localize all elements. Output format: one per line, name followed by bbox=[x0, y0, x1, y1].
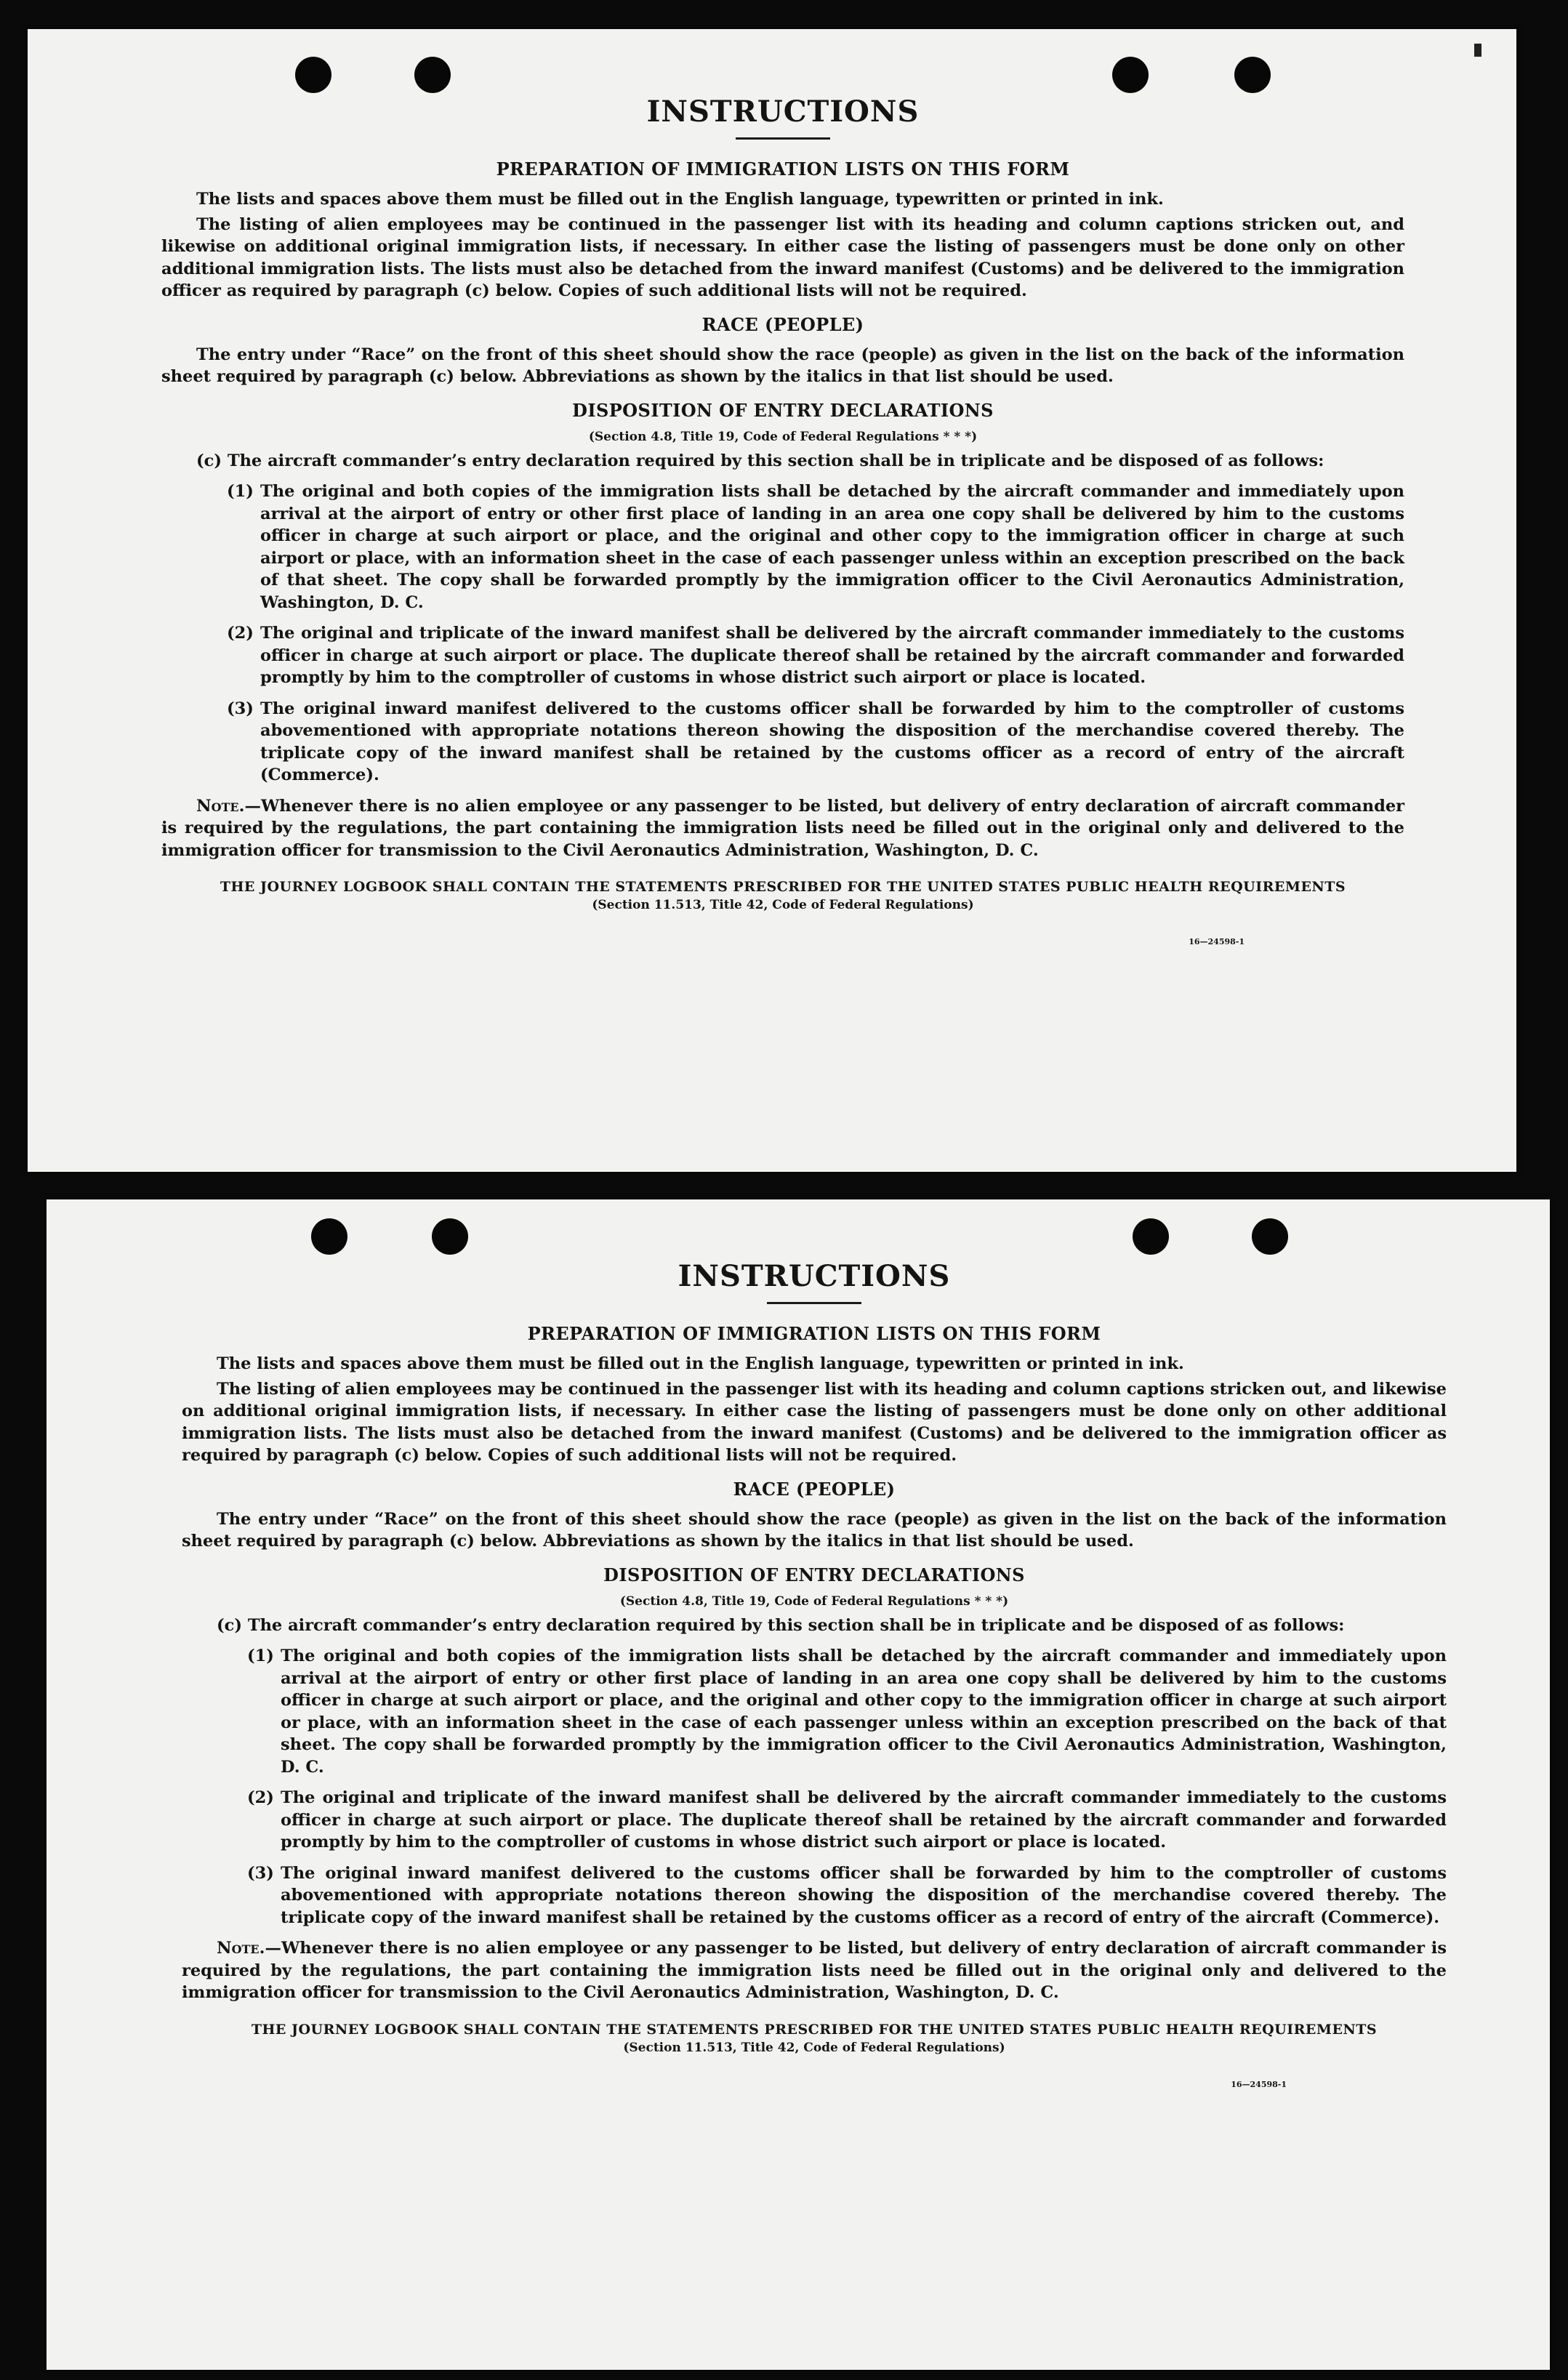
item-text: The original inward manifest delivered to the customs officer shall be forwarded by him to the comptroller of customs abovementioned with appropriate notations thereon showing the disposition of the merchandise covered thereby. The triplicate copy of the inward manifest shall be retained by the customs officer as a record of entry of the aircraft (Commerce). bbox=[281, 1863, 1447, 1927]
item-text: The original and both copies of the immigration lists shall be detached by the aircraft commander and immediately upon arrival at the airport of entry or other first place of landing in an area one copy shall be delivered by him to the customs officer in charge at such airport or place, and the original and other copy to the immigration officer in charge at such airport or place, with an information sheet in the case of each passenger unless within an exception prescribed on the back of that sheet. The copy shall be forwarded promptly by the immigration officer to the Civil Aeronautics Administration, Washington, D. C. bbox=[260, 482, 1404, 612]
disposition-heading: DISPOSITION OF ENTRY DECLARATIONS bbox=[603, 1564, 1025, 1585]
preparation-paragraph: The listing of alien employees may be continued in the passenger list with its heading and column captions stricken out, and likewise on additional original immigration lists, if necessary. In either case the listing of passengers must be done only on other additional immigration lists. The lists must also be detached from the inward manifest (Customs) and be delivered to the immigration officer as required by paragraph (c) below. Copies of such additional lists will not be required. bbox=[182, 1379, 1447, 1465]
health-requirements-footer: THE JOURNEY LOGBOOK SHALL CONTAIN THE STATEMENTS PRESCRIBED FOR THE UNITED STATES PUBLIC HEALTH REQUIREMENTS bbox=[220, 879, 1346, 895]
instruction-sheet-top bbox=[28, 29, 1516, 1172]
note-paragraph bbox=[182, 1937, 1447, 2004]
item-text: The original inward manifest delivered to the customs officer shall be forwarded by him to the comptroller of customs abovementioned with appropriate notations thereon showing the disposition of the merchandise covered thereby. The triplicate copy of the inward manifest shall be retained by the customs officer as a record of entry of the aircraft (Commerce). bbox=[260, 699, 1404, 784]
punch-hole bbox=[1133, 1218, 1169, 1255]
item-text: The original and both copies of the immigration lists shall be detached by the aircraft commander and immediately upon arrival at the airport of entry or other first place of landing in an area one copy shall be delivered by him to the customs officer in charge at such airport or place, and the original and other copy to the immigration officer in charge at such airport or place, with an information sheet in the case of each passenger unless within an exception prescribed on the back of that sheet. The copy shall be forwarded promptly by the immigration officer to the Civil Aeronautics Administration, Washington, D. C. bbox=[281, 1647, 1447, 1777]
list-item bbox=[247, 1862, 1447, 1929]
punch-hole bbox=[1112, 57, 1149, 93]
race-heading: RACE (PEOPLE) bbox=[701, 313, 864, 335]
edge-mark bbox=[1474, 44, 1481, 57]
punch-hole bbox=[311, 1218, 347, 1255]
disposition-lead: (c) The aircraft commander’s entry declaration required by this section shall be in triplicate and be disposed of as follows: bbox=[217, 1615, 1345, 1635]
note-paragraph bbox=[161, 795, 1404, 862]
preparation-paragraph: The lists and spaces above them must be filled out in the English language, typewritten or printed in ink. bbox=[217, 1354, 1184, 1373]
health-requirements-footer: THE JOURNEY LOGBOOK SHALL CONTAIN THE STATEMENTS PRESCRIBED FOR THE UNITED STATES PUBLIC HEALTH REQUIREMENTS bbox=[251, 2021, 1378, 2038]
item-text: The original and triplicate of the inward manifest shall be delivered by the aircraft commander immediately to the customs officer in charge at such airport or place. The duplicate thereof shall be retained by the aircraft commander and forwarded promptly by him to the comptroller of customs in whose district such airport or place is located. bbox=[260, 624, 1404, 687]
preparation-paragraph: The listing of alien employees may be continued in the passenger list with its heading and column captions stricken out, and likewise on additional original immigration lists, if necessary. In either case the listing of passengers must be done only on other additional immigration lists. The lists must also be detached from the inward manifest (Customs) and be delivered to the immigration officer as required by paragraph (c) below. Copies of such additional lists will not be required. bbox=[161, 214, 1404, 300]
note-label: Note. bbox=[217, 1939, 265, 1958]
disposition-heading: DISPOSITION OF ENTRY DECLARATIONS bbox=[572, 399, 994, 421]
instruction-sheet-bottom bbox=[47, 1199, 1550, 2370]
punch-hole bbox=[1234, 57, 1271, 93]
item-number: (1) bbox=[227, 482, 254, 501]
item-text: The original and triplicate of the inward manifest shall be delivered by the aircraft commander immediately to the customs officer in charge at such airport or place. The duplicate thereof shall be retained by the aircraft commander and forwarded promptly by him to the comptroller of customs in whose district such airport or place is located. bbox=[281, 1788, 1447, 1852]
punch-hole bbox=[432, 1218, 468, 1255]
preparation-heading: PREPARATION OF IMMIGRATION LISTS ON THIS FORM bbox=[527, 1323, 1101, 1344]
form-number: 16—24598-1 bbox=[1231, 2079, 1287, 2089]
list-item bbox=[227, 622, 1404, 689]
punch-hole bbox=[1252, 1218, 1288, 1255]
punch-hole bbox=[414, 57, 451, 93]
disposition-lead: (c) The aircraft commander’s entry declaration required by this section shall be in triplicate and be disposed of as follows: bbox=[196, 451, 1324, 470]
race-paragraph: The entry under “Race” on the front of this sheet should show the race (people) as given in the list on the back of the information sheet required by paragraph (c) below. Abbreviations as shown by the italics in that list should be used. bbox=[182, 1509, 1447, 1551]
item-number: (1) bbox=[247, 1647, 274, 1665]
form-number: 16—24598-1 bbox=[1189, 937, 1245, 946]
page-title: INSTRUCTIONS bbox=[646, 95, 920, 129]
item-number: (3) bbox=[227, 699, 254, 718]
footer-citation: (Section 11.513, Title 42, Code of Federal Regulations) bbox=[623, 2040, 1005, 2055]
preparation-paragraph: The lists and spaces above them must be filled out in the English language, typewritten or printed in ink. bbox=[196, 190, 1164, 209]
list-item bbox=[227, 698, 1404, 787]
punch-hole bbox=[295, 57, 331, 93]
disposition-citation: (Section 4.8, Title 19, Code of Federal Regulations * * *) bbox=[588, 429, 978, 444]
list-item bbox=[247, 1787, 1447, 1854]
item-number: (2) bbox=[227, 624, 254, 643]
title-underline bbox=[767, 1302, 861, 1304]
race-heading: RACE (PEOPLE) bbox=[733, 1478, 896, 1500]
item-number: (3) bbox=[247, 1863, 274, 1883]
note-text: —Whenever there is no alien employee or any passenger to be listed, but delivery of entry declaration of aircraft commander is required by the regulations, the part containing the immigration lists need be filled out in the original only and delivered to the immigration officer for transmission to the Civil Aeronautics Administration, Washington, D. C. bbox=[161, 796, 1404, 860]
note-label: Note. bbox=[196, 796, 245, 816]
list-item bbox=[227, 481, 1404, 614]
footer-citation: (Section 11.513, Title 42, Code of Federal Regulations) bbox=[592, 898, 974, 912]
disposition-citation: (Section 4.8, Title 19, Code of Federal Regulations * * *) bbox=[619, 1593, 1009, 1609]
preparation-heading: PREPARATION OF IMMIGRATION LISTS ON THIS FORM bbox=[496, 158, 1070, 180]
instructions-body bbox=[182, 1259, 1447, 2089]
list-item bbox=[247, 1645, 1447, 1778]
item-number: (2) bbox=[247, 1788, 274, 1807]
race-paragraph: The entry under “Race” on the front of this sheet should show the race (people) as given in the list on the back of the information sheet required by paragraph (c) below. Abbreviations as shown by the italics in that list should be used. bbox=[161, 345, 1404, 386]
note-text: —Whenever there is no alien employee or any passenger to be listed, but delivery of entry declaration of aircraft commander is required by the regulations, the part containing the immigration lists need be filled out in the original only and delivered to the immigration officer for transmission to the Civil Aeronautics Administration, Washington, D. C. bbox=[182, 1939, 1447, 2002]
page-title: INSTRUCTIONS bbox=[678, 1259, 951, 1293]
instructions-body bbox=[161, 95, 1404, 946]
title-underline bbox=[736, 137, 830, 140]
